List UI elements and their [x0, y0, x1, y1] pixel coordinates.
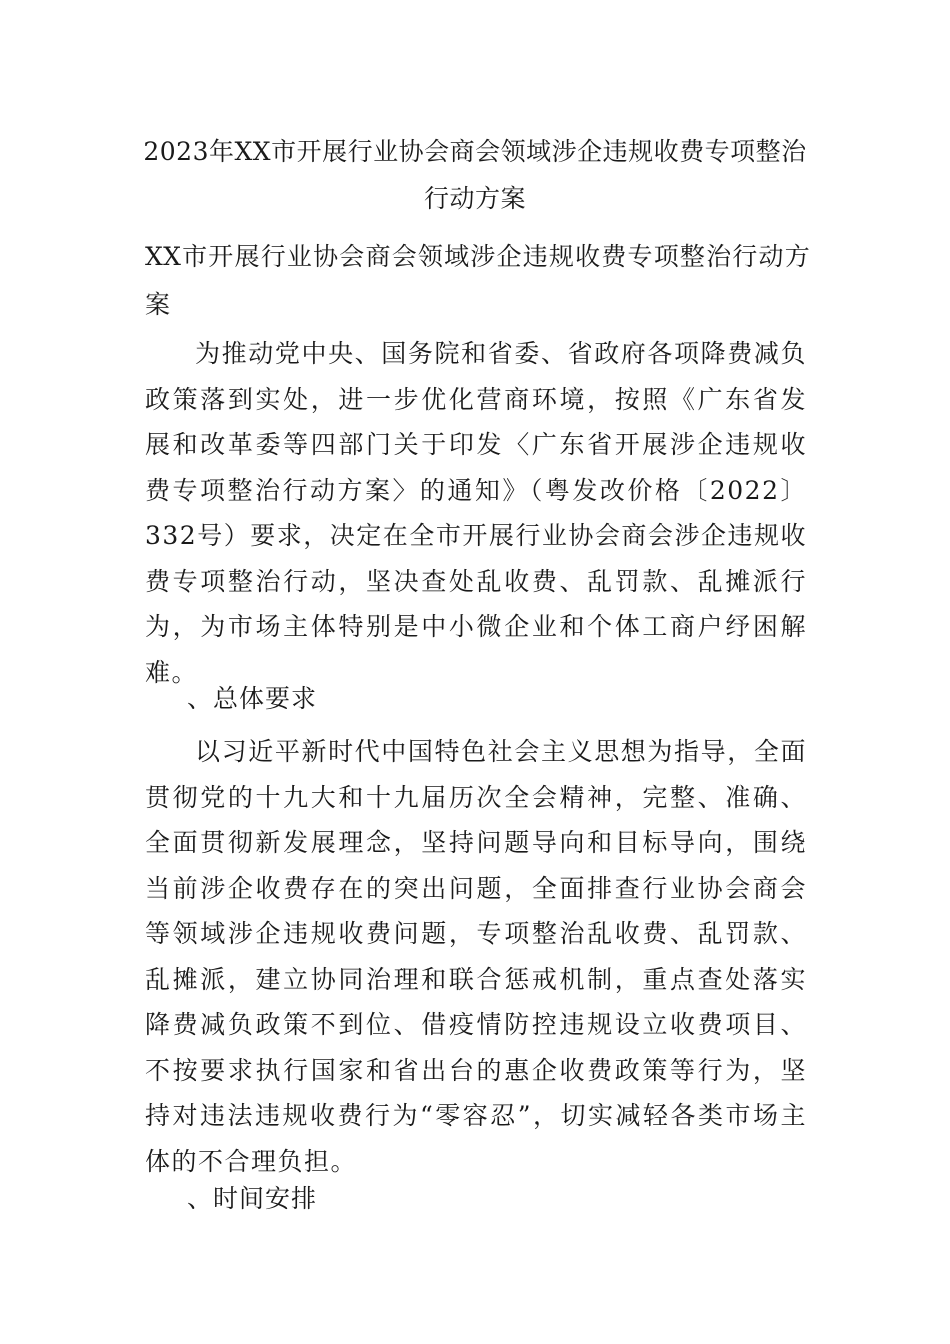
section-heading-general-requirements: 、总体要求 — [187, 684, 318, 713]
document-subtitle: XX市开展行业协会商会领域涉企违规收费专项整治行动方案 — [145, 242, 810, 319]
intro-paragraph: 为推动党中央、国务院和省委、省政府各项降费减负政策落到实处，进一步优化营商环境，按照《广东省发展和改革委等四部门关于印发〈广东省开展涉企违规收费专项整治行动方案〉的通知》（粤发改价格〔2022〕332号）要求，决定在全市开展行业协会商会涉企违规收费专项整治行动，坚决查处乱收费、乱罚款、乱摊派行为，为市场主体特别是中小微企业和个体工商户纾困解难。 — [145, 339, 807, 687]
section-heading-schedule: 、时间安排 — [187, 1184, 318, 1213]
document-title: 2023年XX市开展行业协会商会领域涉企违规收费专项整治行动方案 — [143, 137, 807, 213]
general-requirements-paragraph: 以习近平新时代中国特色社会主义思想为指导，全面贯彻党的十九大和十九届历次全会精神，完整、准确、全面贯彻新发展理念，坚持问题导向和目标导向，围绕当前涉企收费存在的突出问题，全面排查行业协会商会等领域涉企违规收费问题，专项整治乱收费、乱罚款、乱摊派，建立协同治理和联合惩戒机制，重点查处落实降费减负政策不到位、借疫情防控违规设立收费项目、不按要求执行国家和省出台的惠企收费政策等行为，坚持对违法违规收费行为“零容忍”，切实减轻各类市场主体的不合理负担。 — [145, 737, 807, 1176]
